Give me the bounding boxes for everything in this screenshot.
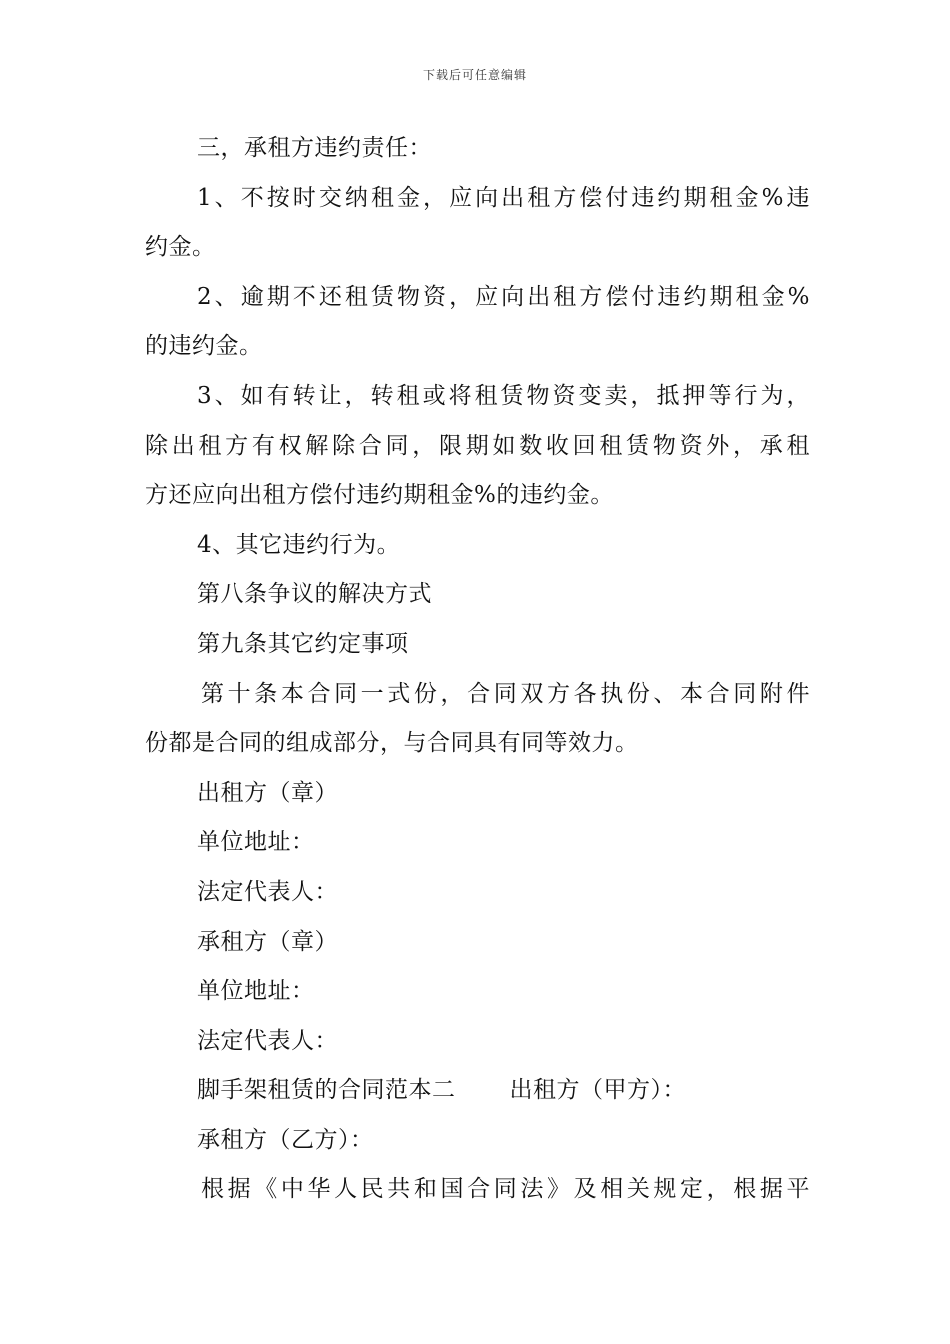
text-line: 出租方（章）	[197, 779, 338, 806]
document-text-block-2	[145, 1116, 810, 1215]
text-line: 约金。	[145, 234, 216, 261]
text-line: 承租方（乙方）：	[197, 1126, 374, 1153]
text-line: 方还应向出租方偿付违约期租金%的违约金。	[145, 482, 614, 509]
party-a-label: 出租方（甲方）：	[509, 1077, 686, 1104]
document-body	[145, 124, 810, 1215]
text-line: 4、其它违约行为。	[197, 531, 401, 558]
text-line: 三，承租方违约责任：	[197, 135, 432, 161]
text-line: 第八条争议的解决方式	[197, 581, 432, 608]
text-line: 份都是合同的组成部分，与合同具有同等效力。	[145, 730, 639, 757]
contract-title-line	[145, 1066, 810, 1116]
text-line: 除出租方有权解除合同，限期如数收回租赁物资外，承租	[145, 432, 810, 459]
text-line: 单位地址：	[197, 829, 315, 856]
text-line: 承租方（章）	[197, 928, 338, 955]
text-line: 3、如有转让，转租或将租赁物资变卖，抵押等行为，	[197, 382, 810, 409]
document-text-block	[145, 124, 810, 1066]
page-header: 下载后可任意编辑	[422, 68, 527, 82]
text-line: 的违约金。	[145, 333, 263, 360]
text-line: 根据《中华人民共和国合同法》及相关规定，根据平	[201, 1176, 810, 1203]
text-line: 1、不按时交纳租金，应向出租方偿付违约期租金%违	[197, 184, 810, 211]
text-line: 2、逾期不还租赁物资，应向出租方偿付违约期租金%	[197, 283, 810, 310]
text-line: 法定代表人：	[197, 1027, 338, 1054]
text-line: 第九条其它约定事项	[197, 630, 409, 657]
text-line: 第十条本合同一式份，合同双方各执份、本合同附件	[201, 680, 810, 707]
contract-title: 脚手架租赁的合同范本二	[197, 1077, 456, 1104]
text-line: 法定代表人：	[197, 878, 338, 905]
text-line: 单位地址：	[197, 978, 315, 1005]
